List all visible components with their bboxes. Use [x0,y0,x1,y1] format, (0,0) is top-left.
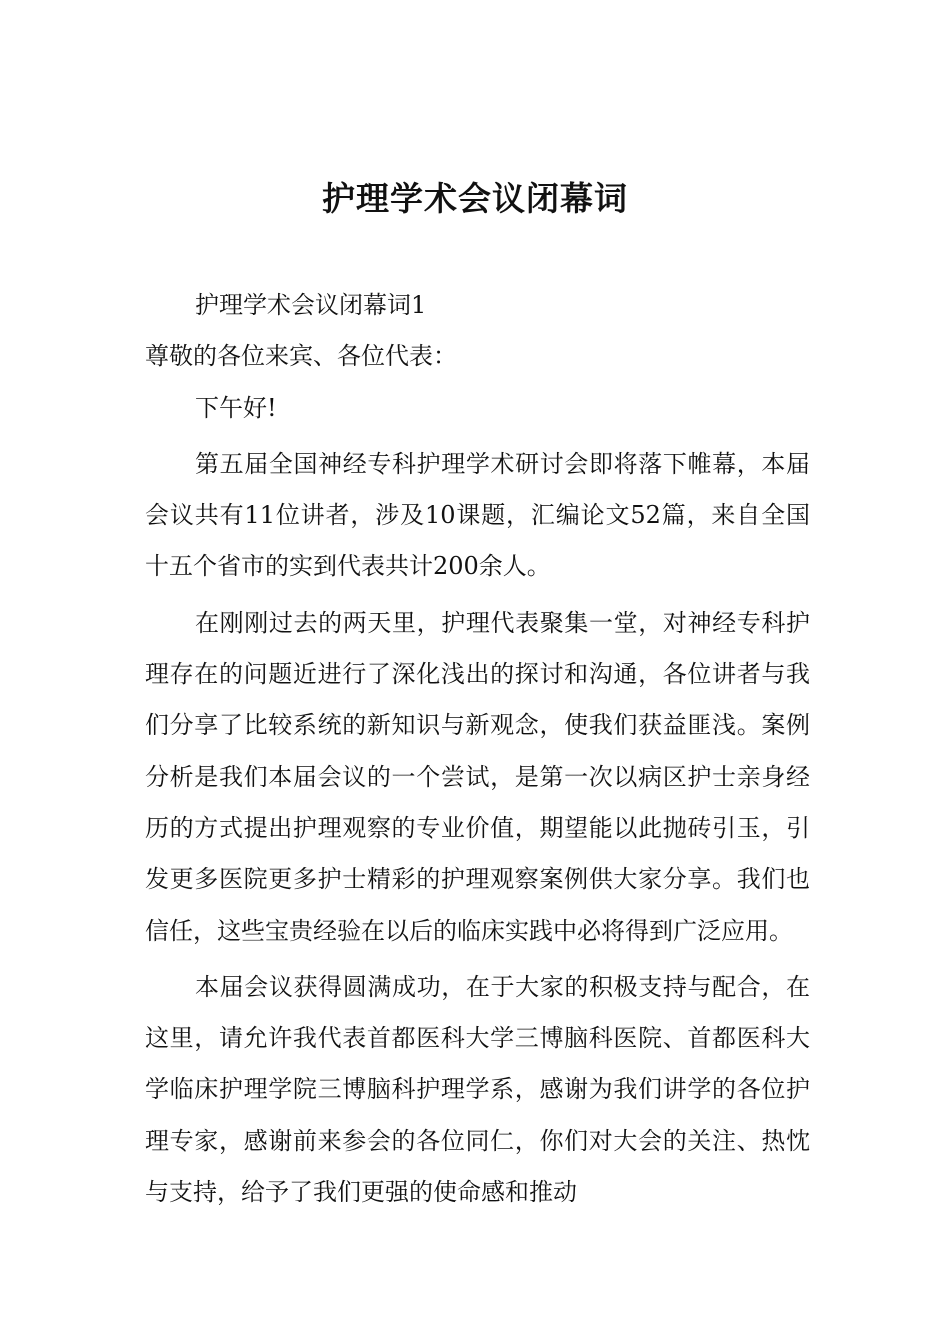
greeting: 下午好! [195,393,277,422]
section-heading: 护理学术会议闭幕词1 [195,291,427,319]
paragraph-3: 本届会议获得圆满成功，在于大家的积极支持与配合，在这里，请允许我代表首都医科大学三博脑科医院、首都医科大学临床护理学院三博脑科护理学系，感谢为我们讲学的各位护理专家，感谢前来参会的各位同仁，你们对大会的关注、热忱与支持，给予了我们更强的使命感和推动 [145,972,810,1207]
document-body [145,280,810,1218]
paragraph-1: 第五届全国神经专科护理学术研讨会即将落下帷幕，本届会议共有11位讲者，涉及10课题，汇编论文52篇，来自全国十五个省市的实到代表共计200余人。 [145,449,810,581]
document-title: 护理学术会议闭幕词 [322,179,628,218]
salutation: 尊敬的各位来宾、各位代表： [145,342,457,371]
paragraph-2: 在刚刚过去的两天里，护理代表聚集一堂，对神经专科护理存在的问题近进行了深化浅出的探讨和沟通，各位讲者与我们分享了比较系统的新知识与新观念，使我们获益匪浅。案例分析是我们本届会议的一个尝试，是第一次以病区护士亲身经历的方式提出护理观察的专业价值，期望能以此抛砖引玉，引发更多医院更多护士精彩的护理观察案例供大家分享。我们也信任，这些宝贵经验在以后的临床实践中必将得到广泛应用。 [145,608,810,945]
